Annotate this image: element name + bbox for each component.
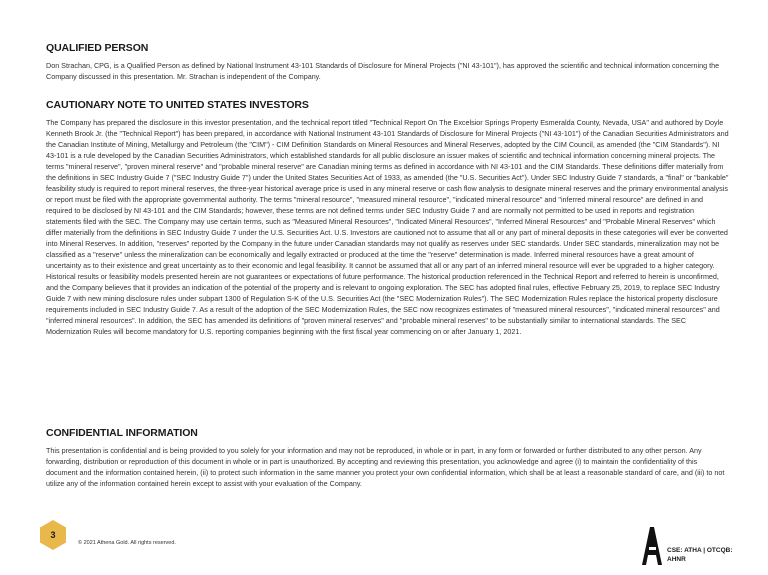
stock-exchange-listing: CSE: ATHA | OTCQB: AHNR <box>667 547 733 563</box>
section-body: The Company has prepared the disclosure in this investor presentation, and the technical report titled "Technical Report On The Excelsior Springs Property Esmeralda County, Nevada, USA" and authored by Doyle Kenneth Brook Jr. (the "Technical Report") has been prepared, in accordance with National Instrument 43-101 Standards of Disclosure for Mineral Projects ("NI 43-101") of the Canadian Securities Administrators and the Canadian Institute of Mining, Metallurgy and Petroleum (the "CIM") - CIM Definition Standards on Mineral Resources and Mineral Reserves, adopted by the CIM Council, as amended (the "CIM Standards"). NI 43-101 is a rule developed by the Canadian Securities Administrators, which established standards for all public disclosure an issuer makes of scientific and technical information concerning mineral projects. The terms "mineral reserve", "proven mineral reserve" and "probable mineral reserve" are Canadian mining terms as defined in accordance with NI 43-101 and the CIM Standards. These definitions differ materially from the definitions in SEC Industry Guide 7 ("SEC Industry Guide 7") under the United States Securities Act of 1933, as amended (the "U.S. Securities Act"). Under SEC Industry Guide 7 standards, a "final" or "bankable" feasibility study is required to report mineral reserves, the three-year historical average price is used in any mineral reserve or cash flow analysis to designate mineral reserves and the primary environmental analysis or report must be filed with the appropriate governmental authority. The terms "mineral resource", "measured mineral resource", "indicated mineral resource" and "inferred mineral resource" are defined in and required to be disclosed by NI 43-101 and the CIM Standards; however, these terms are not defined terms under SEC Industry Guide 7 and are normally not permitted to be used in reports and registration statements filed with the SEC. The Company may use certain terms, such as "Measured Mineral Resources", "Indicated Mineral Resources", "Inferred Mineral Resources" and "Probable Mineral Reserves" which differ materially from the definitions in SEC Industry Guide 7 under the U.S. Securities Act. U.S. Investors are cautioned not to assume that all or any part of mineral deposits in these categories will ever be converted into Mineral Reserves. In addition, "reserves" reported by the Company in the future under Canadian standards may not qualify as reserves under SEC standards. Under SEC standards, mineralization may not be classified as a "reserve" unless the mineralization can be economically and legally extracted or produced at the time the "reserve" determination is made. Inferred mineral resources have a great amount of uncertainty as to their existence and great uncertainty as to their economic and legal feasibility. It cannot be assumed that all or any part of an inferred mineral resource will ever be upgraded to a higher category. Historical results or feasibility models presented herein are not guarantees or expectations of future performance. The historical production referenced in the Technical Report and referred to herein is unconfirmed, and the Company believes that it provides an indication of the potential of the property and is relevant to ongoing exploration. The SEC has adopted final rules, effective February 25, 2019, to replace SEC Industry Guide 7 with new mining disclosure rules under subpart 1300 of Regulation S-K of the U.S. Securities Act (the "SEC Modernization Rules"). The SEC Modernization Rules replace the historical property disclosure requirements included in SEC Industry Guide 7. As a result of the adoption of the SEC Modernization Rules, the SEC now recognizes estimates of "measured mineral resources", "indicated mineral resources" and "inferred mineral resources". In addition, the SEC has amended its definitions of "proven mineral reserves" and "probable mineral reserves" to be substantially similar to international standards. The SEC Modernization Rules will become mandatory for U.S. reporting companies beginning with the first fiscal year commencing on or after January 1, 2021. <box>46 118 729 336</box>
page-number-badge <box>40 520 66 550</box>
section-qualified-person <box>46 42 730 82</box>
section-heading: CAUTIONARY NOTE TO UNITED STATES INVESTORS <box>46 99 309 111</box>
section-heading: QUALIFIED PERSON <box>46 42 149 54</box>
section-cautionary-note <box>46 99 730 337</box>
page-number: 3 <box>50 530 56 540</box>
section-confidential-information <box>46 427 730 489</box>
copyright-notice: © 2021 Athena Gold. All rights reserved. <box>78 540 176 546</box>
athena-logo-icon <box>640 527 664 567</box>
section-body: Don Strachan, CPG, is a Qualified Person as defined by National Instrument 43-101 Standards of Disclosure for Mineral Projects ("NI 43-101"), has approved the scientific and technical information concerning the Company discussed in this presentation. Mr. Strachan is independent of the Company. <box>46 61 720 81</box>
section-body: This presentation is confidential and is being provided to you solely for your information and may not be reproduced, in whole or in part, in any form or forwarded or further distributed to any other person. Any forwarding, distribution or reproduction of this document in whole or in part is unauthorized. By accepting and reviewing this presentation, you acknowledge and agree (i) to maintain the confidentiality of this document and the information contained herein, (ii) to protect such information in the same manner you protect your own confidential information, which shall be at least a reasonable standard of care, and (iii) to not utilize any of the information contained herein except to assist with your evaluation of the Company. <box>46 446 725 488</box>
section-heading: CONFIDENTIAL INFORMATION <box>46 427 198 439</box>
